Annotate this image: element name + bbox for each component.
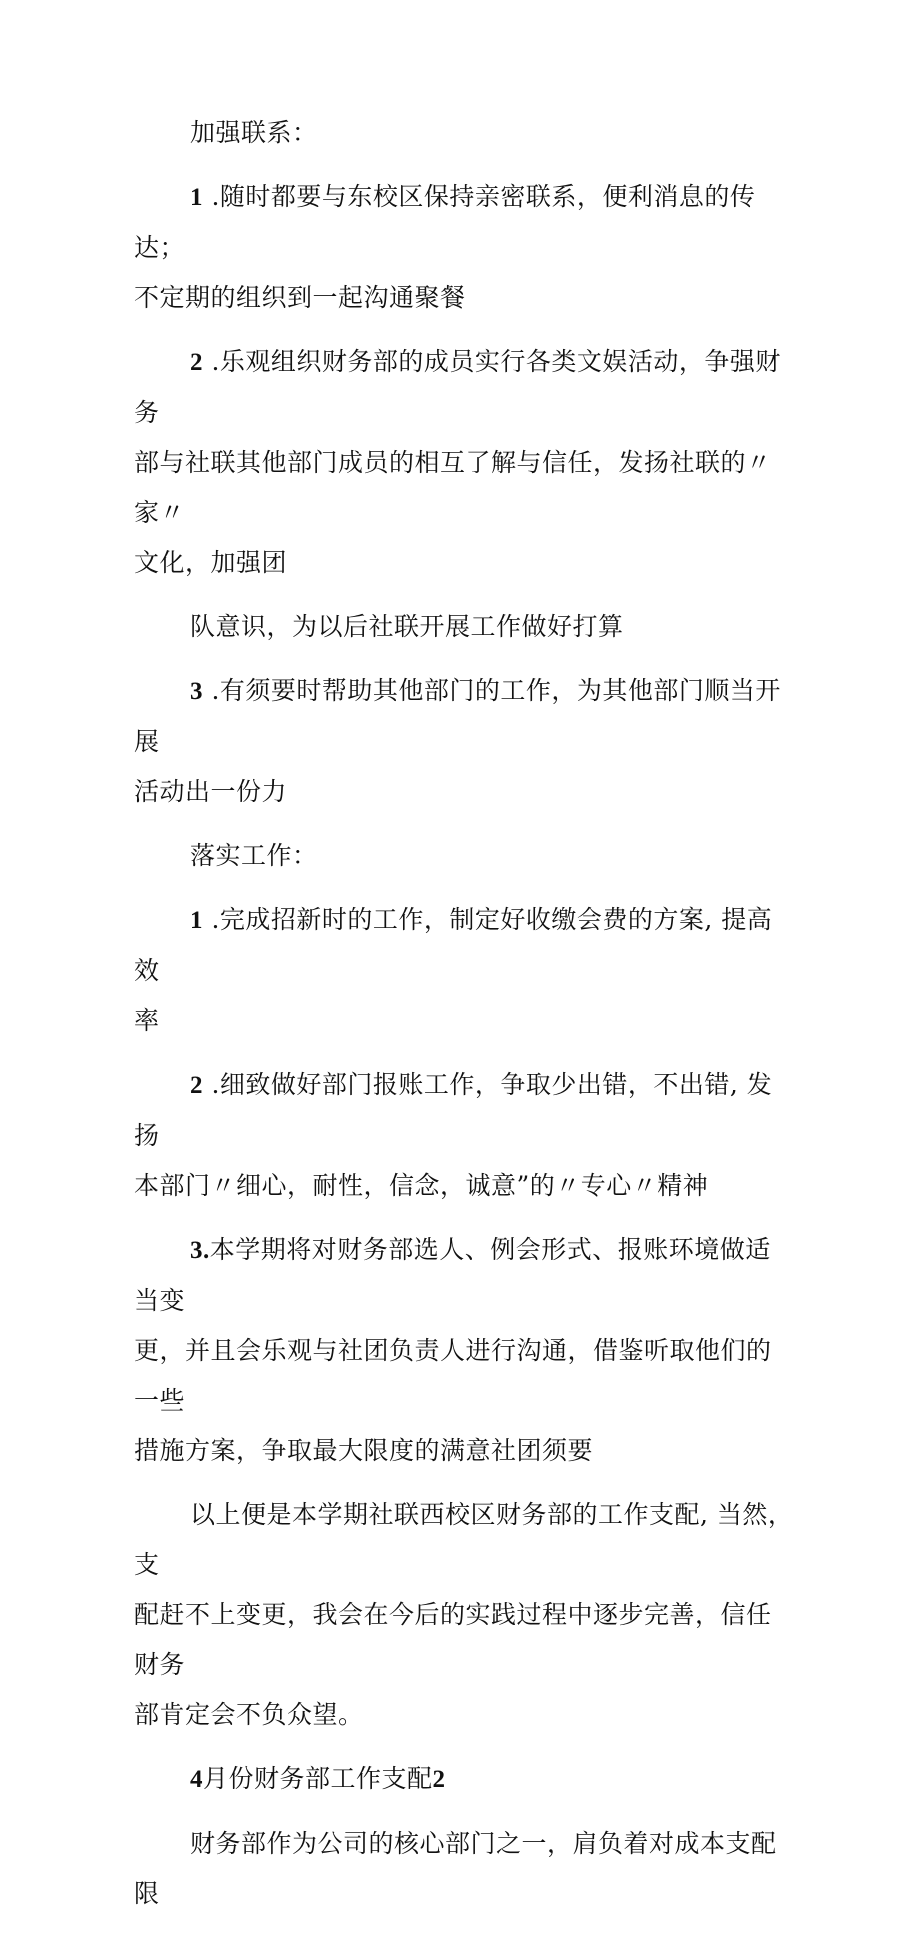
item-text-line2: 率 (134, 1006, 160, 1035)
item-text-line2: 活动出一份力 (134, 777, 288, 806)
item-text-line2: 部与社联其他部门成员的相互了解与信任，发扬社联的〃家〃 (134, 448, 772, 527)
item-number: 2 (190, 349, 203, 376)
heading-text: 加强联系： (190, 118, 318, 147)
list-item-work-2 (134, 1060, 794, 1211)
heading-text: 落实工作： (190, 841, 318, 870)
item-text-line3: 文化，加强团 (134, 548, 288, 577)
title-suffix: 2 (432, 1766, 446, 1793)
title-text: 月份财务部工作支配 (203, 1764, 433, 1793)
item-text-line1: 本学期将对财务部选人、例会形式、报账环境做适当变 (134, 1235, 771, 1315)
list-item-contact-1 (134, 172, 794, 323)
item-number: 3. (190, 1237, 210, 1264)
item-text-line1: .随时都要与东校区保持亲密联系，便利消息的传达； (134, 182, 756, 262)
body-line1: 财务部作为公司的核心部门之一，肩负着对成本支配限 (134, 1829, 777, 1908)
document-content (134, 108, 794, 1933)
title-number: 4 (190, 1766, 203, 1793)
item-text-line2: 不定期的组织到一起沟通聚餐 (134, 283, 466, 312)
section-heading-implement-work (134, 831, 794, 881)
item-number: 2 (190, 1072, 203, 1099)
closing-line3: 部肯定会不负众望。 (134, 1700, 364, 1729)
item-text-line1: .有须要时帮助其他部门的工作，为其他部门顺当开展 (134, 676, 781, 756)
item-text-line2: 更，并且会乐观与社团负责人进行沟通，借鉴听取他们的一些 (134, 1336, 772, 1415)
closing-line2: 配赶不上变更，我会在今后的实践过程中逐步完善，信任财务 (134, 1600, 772, 1679)
closing-paragraph (134, 1490, 794, 1740)
item-text-line1: .细致做好部门报账工作，争取少出错，不出错, 发扬 (134, 1070, 773, 1150)
item-number: 1 (190, 184, 203, 211)
item-number: 1 (190, 907, 203, 934)
item-text-line2: 本部门〃细心，耐性，信念，诚意”的〃专心〃精神 (134, 1171, 709, 1200)
section-title-april-plan (134, 1754, 794, 1805)
section-heading-strengthen-contact (134, 108, 794, 158)
item-text-line1: .乐观组织财务部的成员实行各类文娱活动，争强财务 (134, 347, 781, 427)
closing-line1: 以上便是本学期社联西校区财务部的工作支配, 当然，支 (134, 1500, 794, 1579)
item-text-line3: 措施方案，争取最大限度的满意社团须要 (134, 1436, 594, 1465)
item-number: 3 (190, 678, 203, 705)
list-item-contact-2 (134, 337, 794, 588)
list-item-work-1 (134, 895, 794, 1046)
list-item-contact-3 (134, 666, 794, 817)
item-text-line1: .完成招新时的工作，制定好收缴会费的方案, 提高效 (134, 905, 773, 985)
body-paragraph-finance (134, 1819, 794, 1919)
continuation-text: 队意识，为以后社联开展工作做好打算 (190, 612, 624, 641)
list-item-contact-2-continuation (134, 602, 794, 652)
list-item-work-3 (134, 1225, 794, 1476)
